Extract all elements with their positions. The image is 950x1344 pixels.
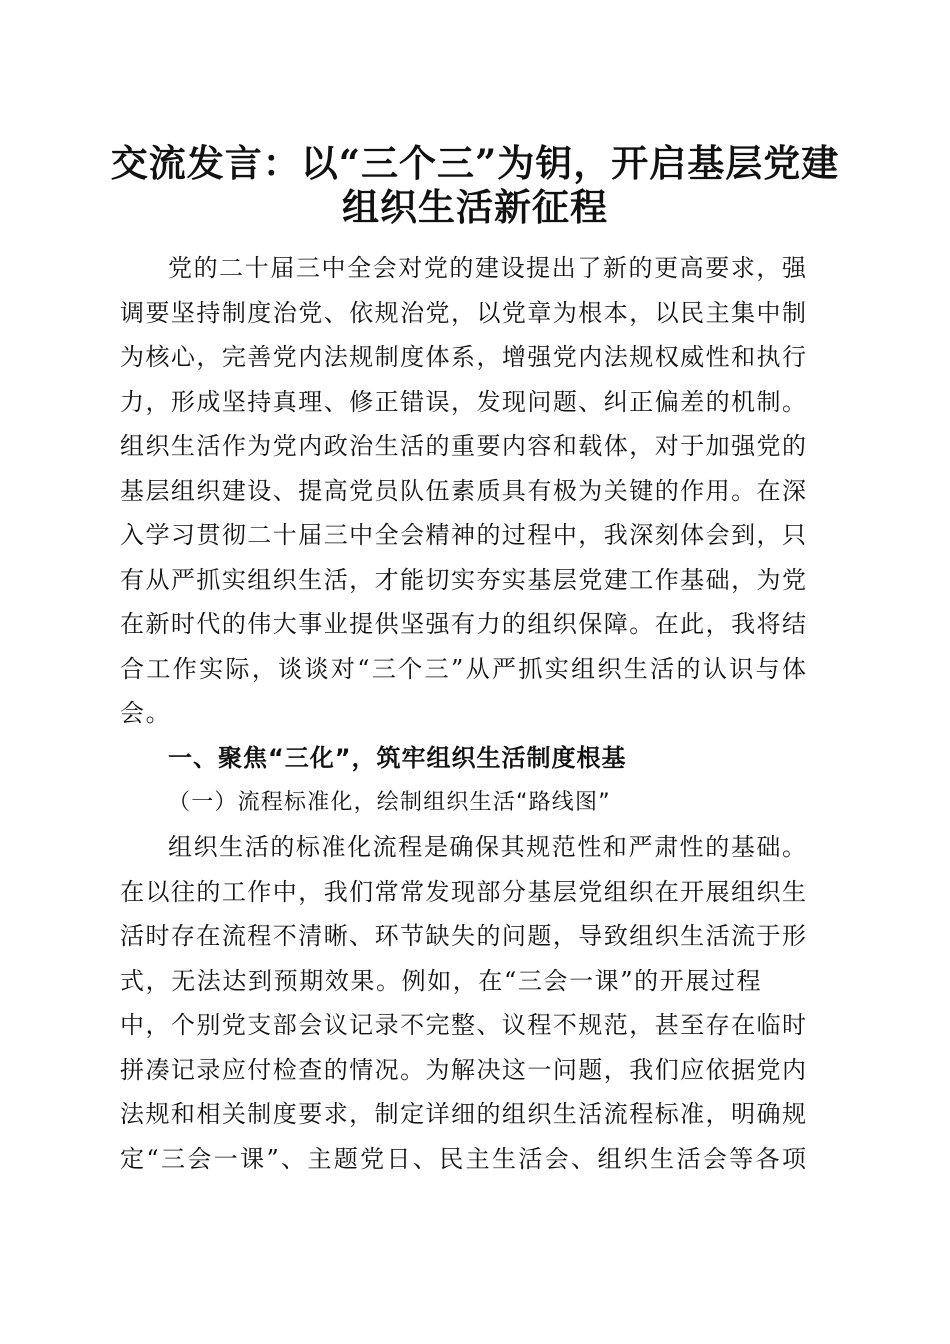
paragraph-line: 党的二十届三中全会对党的建设提出了新的更高要求，强 <box>168 254 806 282</box>
paragraph-line: 调要坚持制度治党、依规治党，以党章为根本，以民主集中制 <box>120 299 806 327</box>
document-title-line-1: 交流发言：以“三个三”为钥，开启基层党建 <box>110 141 840 185</box>
paragraph-line: 组织生活作为党内政治生活的重要内容和载体，对于加强党的 <box>120 432 806 460</box>
paragraph-line: 式，无法达到预期效果。例如，在“三会一课”的开展过程 <box>120 967 763 995</box>
subsection-heading: （一）流程标准化，绘制组织生活“路线图” <box>168 790 611 815</box>
paragraph-line: 为核心，完善党内法规制度体系，增强党内法规权威性和执行 <box>120 343 806 371</box>
paragraph-line: 定“三会一课”、主题党日、民主生活会、组织生活会等各项 <box>120 1145 806 1173</box>
paragraph-line: 有从严抓实组织生活，才能切实夯实基层党建工作基础，为党 <box>120 566 806 594</box>
paragraph-line: 入学习贯彻二十届三中全会精神的过程中，我深刻体会到，只 <box>120 521 806 549</box>
paragraph-line: 拼凑记录应付检查的情况。为解决这一问题，我们应依据党内 <box>120 1056 806 1084</box>
paragraph-line: 基层组织建设、提高党员队伍素质具有极为关键的作用。在深 <box>120 477 806 505</box>
paragraph-line: 在新时代的伟大事业提供坚强有力的组织保障。在此，我将结 <box>120 610 806 638</box>
paragraph-line: 活时存在流程不清晰、环节缺失的问题，导致组织生活流于形 <box>120 922 806 950</box>
paragraph-line: 法规和相关制度要求，制定详细的组织生活流程标准，明确规 <box>120 1100 806 1128</box>
paragraph-line: 会。 <box>120 699 172 727</box>
section-heading: 一、聚焦“三化”，筑牢组织生活制度根基 <box>168 744 627 772</box>
paragraph-line: 中，个别党支部会议记录不完整、议程不规范，甚至存在临时 <box>120 1011 806 1039</box>
paragraph-line: 组织生活的标准化流程是确保其规范性和严肃性的基础。 <box>168 833 806 861</box>
document-title-line-2: 组织生活新征程 <box>342 185 608 229</box>
paragraph-line: 合工作实际，谈谈对“三个三”从严抓实组织生活的认识与体 <box>120 655 806 683</box>
paragraph-line: 在以往的工作中，我们常常发现部分基层党组织在开展组织生 <box>120 878 806 906</box>
paragraph-line: 力，形成坚持真理、修正错误，发现问题、纠正偏差的机制。 <box>120 388 806 416</box>
